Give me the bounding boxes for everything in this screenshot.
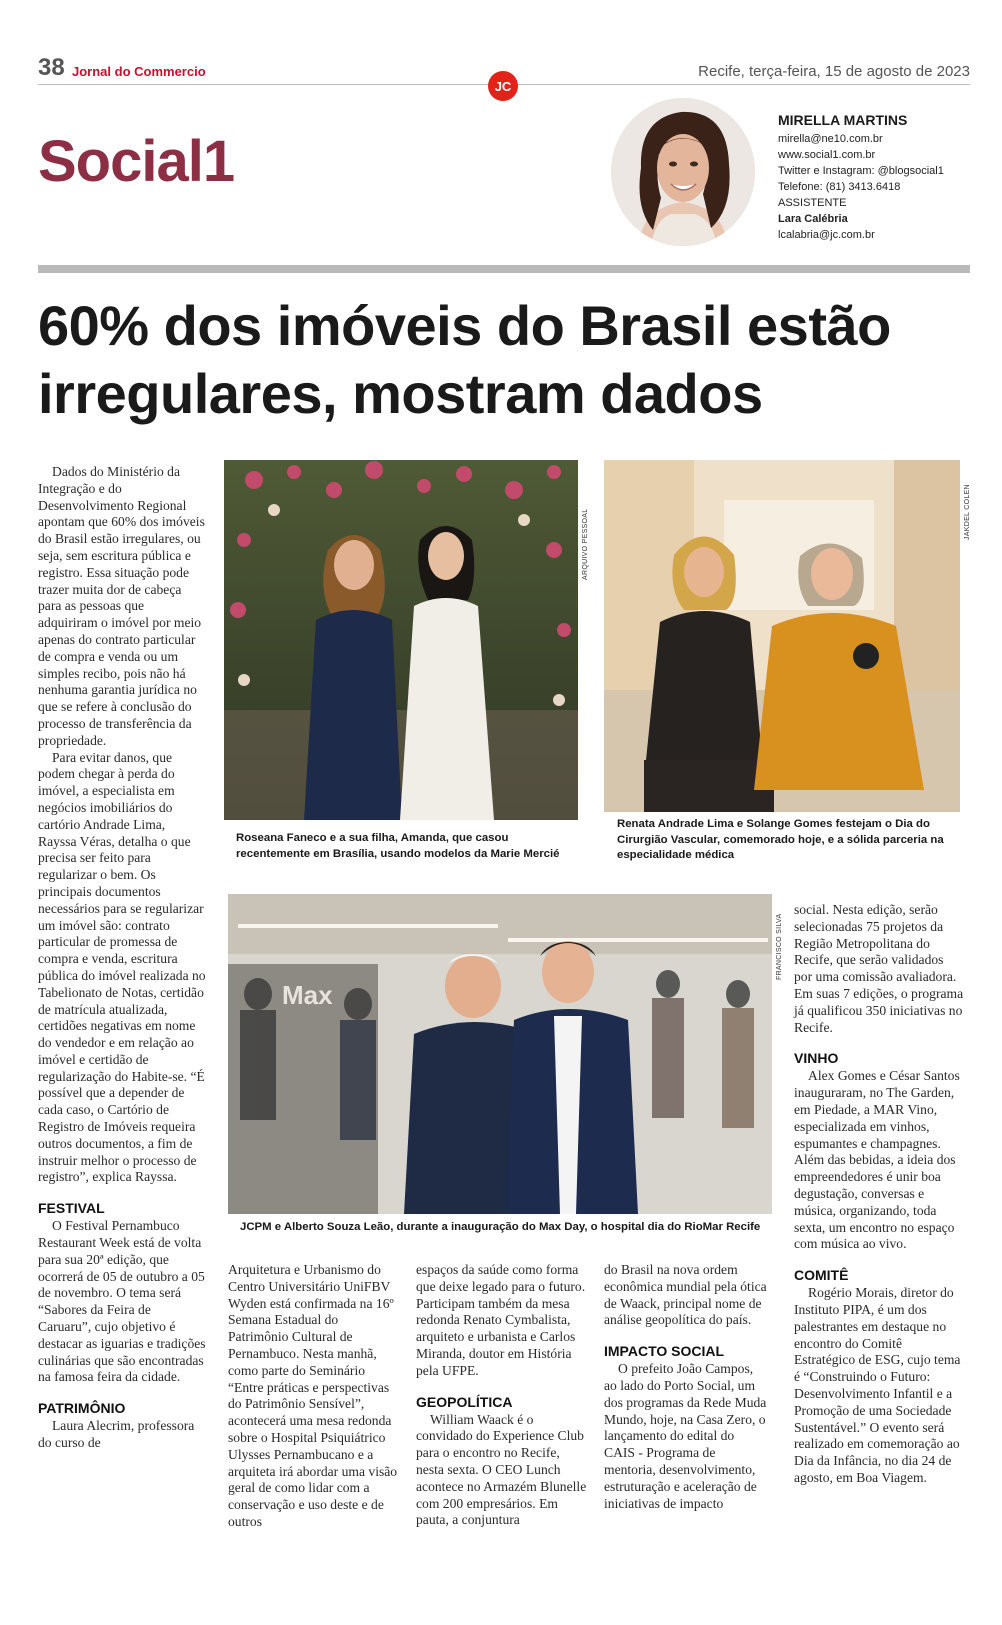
assistant-name: Lara Calébria <box>778 213 848 225</box>
max-sign: Max <box>282 980 333 1010</box>
patrimonio-continued: Arquitetura e Urbanismo do Centro Universitário UniFBV Wyden está confirmada na 16º Semana Estadual do Patrimônio Cultural de Pernambuco. Nesta manhã, como parte do Seminário “Entre práticas e perspectivas do Patrimônio Sensível”, acontecerá uma mesa redonda sobre o Hospital Psiquiátrico Ulysses Pernambucano e a arquiteta irá abordar uma visão geral de como lidar com a conservação e uso deste e de outros <box>228 1262 398 1529</box>
columnist-site[interactable]: www.social1.com.br <box>778 149 876 161</box>
impacto-social-text: O prefeito João Campos, ao lado do Porto Social, um dos programas da Rede Muda Mundo, hoje, na Casa Zero, o lançamento do edital do CAIS - Programa de mentoria, desenvolvimento, estruturação e aceleração de iniciativas de impacto <box>604 1361 767 1511</box>
photo-two-women-seated-icon <box>604 460 960 812</box>
section-divider <box>38 265 970 273</box>
photo-doctors <box>604 460 960 812</box>
columnist-name: MIRELLA MARTINS <box>778 112 908 128</box>
column-5 <box>794 902 964 1487</box>
columnist-social: Twitter e Instagram: @blogsocial1 <box>778 165 944 177</box>
subhead-comite: COMITÊ <box>794 1267 849 1284</box>
photo-credit-1: ARQUIVO PESSOAL <box>582 508 589 580</box>
subhead-vinho: VINHO <box>794 1050 839 1067</box>
article-headline: 60% dos imóveis do Brasil estão irregulares, mostram dados <box>38 294 891 425</box>
column-4 <box>604 1262 768 1512</box>
column-1 <box>38 464 206 1452</box>
dateline: Recife, terça-feira, 15 de agosto de 2023 <box>698 63 970 80</box>
columnist-portrait-icon <box>611 98 755 246</box>
geopolitica-text: William Waack é o convidado do Experience Club para o encontro no Recife, nesta sexta. O CEO Lunch acontece no Armazém Blunelle com 200 empresários. Em pauta, a conjuntura <box>416 1411 587 1528</box>
columnist-phone: Telefone: (81) 3413.6418 <box>778 181 901 193</box>
photo-caption-1: Roseana Faneco e a sua filha, Amanda, que casou recentemente em Brasília, usando modelos da Marie Mercié <box>236 832 560 860</box>
geopolitica-continued: do Brasil na nova ordem econômica mundial pela ótica de Waack, principal nome de análise geopolítica do país. <box>604 1262 767 1328</box>
festival-text: O Festival Pernambuco Restaurant Week está de volta para sua 20ª edição, que ocorrerá de 05 de outubro a 05 de novembro. O tema será “Sabores da Feira de Caruaru”, cujo objetivo é destacar as iguarias e tradições culinárias que são encontradas na famosa feira da cidade. <box>38 1218 206 1385</box>
article-paragraph: Para evitar danos, que podem chegar à perda do imóvel, a especialista em negócios imobiliários do cartório Andrade Lima, Rayssa Véras, detalha o que precisa ser feito para regularizar o bem. Os principais documentos necessários para se regularizar um imóvel são: contrato particular de promessa de compra e venda, escritura pública do imóvel realizada no Tabelionato de Notas, certidão de matrícula atualizada, certidões negativas em nome do vendedor e em relação ao imóvel e certidão de regularização do Habite-se. “É possível que a depender de cada caso, o Cartório de Registro de Imóveis requeira outros documentos, a fim de instruir melhor o processo de registro”, explica Rayssa. <box>38 749 206 1185</box>
photo-caption-2: Renata Andrade Lima e Solange Gomes festejam o Dia do Cirurgião Vascular, comemorado hoje, e a sólida parceria na especialidade médica <box>617 818 944 861</box>
patrimonio-text: Laura Alecrim, professora do curso de <box>38 1418 195 1451</box>
columnist-email[interactable]: mirella@ne10.com.br <box>778 133 883 145</box>
photo-max-day <box>228 894 772 1214</box>
patrimonio-continued-2: espaços da saúde como forma que deixe legado para o futuro. Participam também da mesa redonda Renato Cymbalista, arquiteto e urbanista e Carlos Miranda, doutor em História pela UFPE. <box>416 1262 586 1378</box>
comite-text: Rogério Morais, diretor do Instituto PIPA, é um dos palestrantes em destaque no encontro do Comitê Estratégico de ESG, cujo tema é “Construindo o Futuro: Desenvolvimento Infantil e a Promoção de uma Sociedade Sustentável.” O evento será realizado em comemoração ao Dia da Infância, no dia 24 de agosto, em Boa Viagem. <box>794 1285 961 1485</box>
photo-credit-3: FRANCISCO SILVA <box>776 913 783 980</box>
page-number: 38 <box>38 54 65 81</box>
assistant-email[interactable]: lcalabria@jc.com.br <box>778 229 875 241</box>
article-paragraph: Dados do Ministério da Integração e do Desenvolvimento Regional apontam que 60% dos imóveis do Brasil estão irregulares, ou seja, sem escritura pública e registro. Essa situação pode trazer muita dor de cabeça para as pessoas que adquiriram o imóvel por meio apenas do contrato particular de compra e venda ou um simples recibo, pois não há nenhuma garantia jurídica no que se refere à conclusão do processo de transferência da propriedade. <box>38 464 205 748</box>
columnist-info <box>778 112 988 243</box>
photo-two-men-hospital-icon <box>228 894 772 1214</box>
columnist-avatar <box>611 98 755 246</box>
photo-caption-3: JCPM e Alberto Souza Leão, durante a inauguração do Max Day, o hospital dia do RioMar Recife <box>240 1221 761 1233</box>
subhead-geopolitica: GEOPOLÍTICA <box>416 1393 513 1410</box>
vinho-text: Alex Gomes e César Santos inauguraram, no The Garden, em Piedade, a MAR Vino, especializada em vinhos, espumantes e champagnes. Além das bebidas, a ideia dos empreendedores é unir boa degustação, conversas e música, organizando, toda sexta, um encontro no espaço com música ao vivo. <box>794 1068 960 1252</box>
photo-two-women-icon <box>224 460 578 820</box>
assistant-label: ASSISTENTE <box>778 197 847 209</box>
newspaper-name: Jornal do Commercio <box>72 64 206 79</box>
photo-credit-2: JAKDEL COLEN <box>964 484 971 540</box>
column-3 <box>416 1262 588 1529</box>
column-2 <box>228 1262 398 1531</box>
photo-mother-daughter <box>224 460 578 820</box>
impacto-social-continued: social. Nesta edição, serão selecionadas 75 projetos da Região Metropolitana do Recife, que serão validados por uma comissão avaliadora. Em suas 7 edições, o programa já qualificou 350 iniciativas no Recife. <box>794 902 964 1035</box>
subhead-impacto-social: IMPACTO SOCIAL <box>604 1343 725 1360</box>
section-title: Social1 <box>38 129 235 194</box>
subhead-festival: FESTIVAL <box>38 1200 105 1217</box>
jc-logo: JC <box>488 71 518 101</box>
subhead-patrimonio: PATRIMÔNIO <box>38 1400 126 1417</box>
